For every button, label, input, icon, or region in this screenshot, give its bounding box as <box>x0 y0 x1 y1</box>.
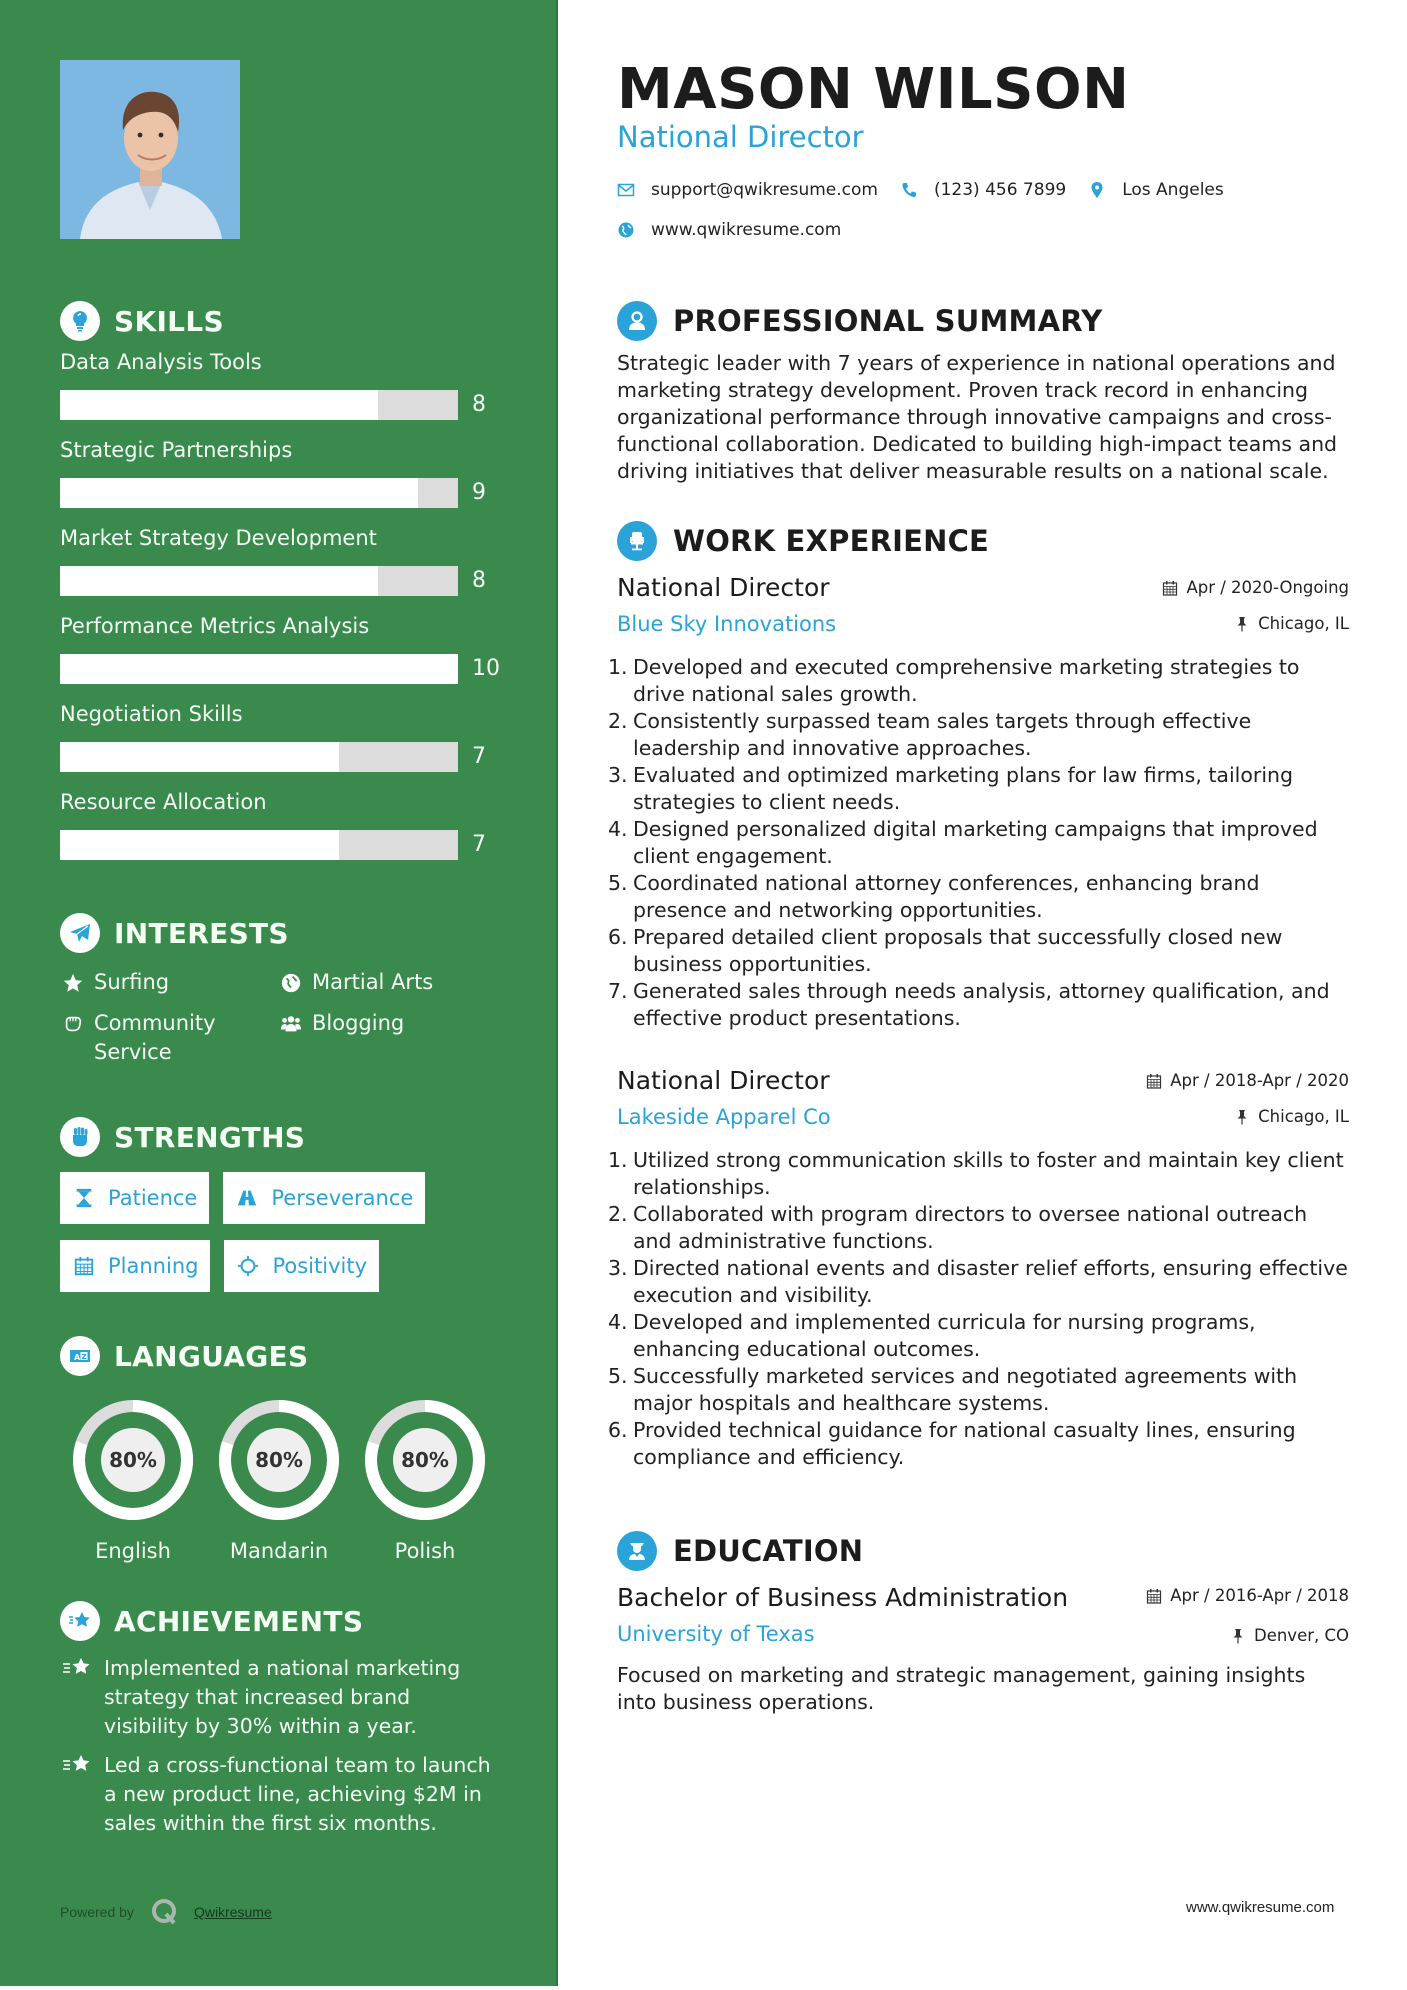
education-location-text: Denver, CO <box>1253 1626 1349 1645</box>
interest-item <box>60 1009 278 1067</box>
strengths-list <box>60 1172 520 1308</box>
pushpin-icon <box>1230 1628 1246 1644</box>
achievements-section <box>60 1600 500 1838</box>
achievement-item <box>60 1654 500 1741</box>
pushpin-icon <box>1234 616 1250 632</box>
skill-label: Performance Metrics Analysis <box>60 614 370 638</box>
sidebar <box>0 0 556 1986</box>
job-bullet: 1. Utilized strong communication skills to foster and maintain key client relationships. <box>608 1148 1344 1199</box>
skill-value: 8 <box>472 568 486 593</box>
contact-email[interactable]: support@qwikresume.com <box>651 180 878 200</box>
skill-bar-fill <box>60 566 378 596</box>
skill-bar-fill <box>60 830 339 860</box>
contact-row-website <box>617 220 863 240</box>
language-percent: 80% <box>109 1448 157 1472</box>
job-bullet: 7. Generated sales through needs analysis, attorney qualification, and effective product presentations. <box>608 979 1330 1030</box>
globe-icon <box>278 968 304 997</box>
skill-bar <box>60 390 458 420</box>
achievements-header <box>60 1600 500 1642</box>
strengths-section <box>60 1116 520 1308</box>
job-bullet: 3. Evaluated and optimized marketing plans for law firms, tailoring strategies to client needs. <box>608 763 1294 814</box>
skill-value: 7 <box>472 744 486 769</box>
star-icon <box>60 968 86 997</box>
language-item <box>206 1399 352 1563</box>
job-location <box>1234 614 1349 633</box>
summary-title: PROFESSIONAL SUMMARY <box>673 304 1103 338</box>
contact-phone[interactable]: (123) 456 7899 <box>933 180 1067 200</box>
interests-header <box>60 912 520 954</box>
map-pin-icon <box>1088 181 1106 199</box>
language-percent: 80% <box>255 1448 303 1472</box>
skill-bar-fill <box>60 390 378 420</box>
candidate-name: MASON WILSON <box>617 57 1130 122</box>
languages-title: LANGUAGES <box>114 1339 309 1373</box>
skill-item <box>60 526 520 614</box>
qwikresume-logo-icon <box>150 1897 180 1927</box>
fist-icon <box>60 1117 100 1157</box>
education-entry <box>617 1580 1349 1716</box>
interests-list <box>60 968 520 1067</box>
skill-bar <box>60 654 458 684</box>
pushpin-icon <box>1234 1109 1250 1125</box>
education-title: EDUCATION <box>673 1534 864 1568</box>
contact-location: Los Angeles <box>1122 180 1224 200</box>
strength-tag <box>223 1172 425 1224</box>
achievement-star-icon <box>60 1601 100 1641</box>
skill-item <box>60 350 520 438</box>
interest-label: Surfing <box>94 970 170 994</box>
strength-tag <box>60 1172 209 1224</box>
skill-bar-fill <box>60 654 458 684</box>
svg-text:A: A <box>74 1353 81 1362</box>
job-bullet: 1. Developed and executed comprehensive marketing strategies to drive national sales growth. <box>608 655 1300 706</box>
job-location <box>1234 1107 1349 1126</box>
education-description: Focused on marketing and strategic management, gaining insights into business operations. <box>617 1663 1306 1714</box>
language-progress-ring <box>364 1399 486 1521</box>
footer-website[interactable]: www.qwikresume.com <box>1186 1899 1335 1916</box>
skills-header <box>60 300 520 342</box>
calendar-icon <box>1162 580 1178 596</box>
sidebar-divider <box>556 0 558 1986</box>
language-progress-ring <box>72 1399 194 1521</box>
language-label: Polish <box>394 1539 456 1563</box>
education-header <box>617 1530 863 1572</box>
job-bullet: 4. Developed and implemented curricula for nursing programs, enhancing educational outcomes. <box>608 1310 1256 1361</box>
languages-section <box>60 1335 520 1563</box>
skill-bar <box>60 566 458 596</box>
skills-list <box>60 350 520 878</box>
skill-label: Data Analysis Tools <box>60 350 262 374</box>
education-location <box>1230 1626 1349 1645</box>
hand-icon <box>60 1009 86 1038</box>
job-title: National Director <box>617 573 830 602</box>
skill-bar <box>60 742 458 772</box>
job-bullet: 2. Consistently surpassed team sales targets through effective leadership and innovative approaches. <box>608 709 1252 760</box>
paper-plane-icon <box>60 913 100 953</box>
job-bullet: 6. Prepared detailed client proposals that successfully closed new business opportunities. <box>608 925 1283 976</box>
graduate-icon <box>617 1531 657 1571</box>
job-dates <box>1162 578 1349 597</box>
skill-bar-fill <box>60 478 418 508</box>
interest-item <box>278 1009 496 1067</box>
achievements-list <box>60 1654 500 1838</box>
skill-item <box>60 790 520 878</box>
skill-label: Market Strategy Development <box>60 526 377 550</box>
skill-item <box>60 438 520 526</box>
job-entry <box>608 1063 1349 1471</box>
envelope-icon <box>617 181 635 199</box>
contact-website[interactable]: www.qwikresume.com <box>651 220 842 240</box>
job-company: Lakeside Apparel Co <box>617 1105 831 1129</box>
job-bullet: 3. Directed national events and disaster relief efforts, ensuring effective execution and visibility. <box>608 1256 1348 1307</box>
profile-photo <box>60 60 240 239</box>
summary-text: Strategic leader with 7 years of experience in national operations and marketing strategy development. Proven track record in enhancing organizational performance through innovative campaigns and cross-functional collaboration. Dedicated to building high-impact teams and driving initiatives that deliver measurable results on a national scale. <box>617 351 1338 483</box>
job-title: National Director <box>617 1066 830 1095</box>
language-label: English <box>95 1539 171 1563</box>
languages-header <box>60 1335 520 1377</box>
languages-list <box>60 1399 520 1563</box>
job-dates <box>1146 1071 1349 1090</box>
job-bullets <box>608 1147 1349 1471</box>
qwikresume-link[interactable]: Qwikresume <box>193 1904 272 1920</box>
lightbulb-icon <box>60 301 100 341</box>
user-icon <box>617 301 657 341</box>
experience-title: WORK EXPERIENCE <box>673 524 990 558</box>
job-dates-text: Apr / 2020-Ongoing <box>1186 578 1349 597</box>
language-progress-ring <box>218 1399 340 1521</box>
achievements-title: ACHIEVEMENTS <box>114 1604 364 1638</box>
interest-item <box>60 968 278 997</box>
interest-label: Martial Arts <box>312 970 434 994</box>
users-icon <box>278 1009 304 1038</box>
achievement-text: Led a cross-functional team to launch a new product line, achieving $2M in sales within the first six months. <box>104 1753 491 1835</box>
job-entry <box>608 570 1349 1032</box>
calendar-icon <box>1146 1588 1162 1604</box>
interest-label: Blogging <box>312 1011 405 1035</box>
job-bullet: 2. Collaborated with program directors to oversee national outreach and administrative functions. <box>608 1202 1308 1253</box>
skill-bar-fill <box>60 742 339 772</box>
achievement-star-icon <box>60 1751 94 1781</box>
contact-row <box>617 180 1246 200</box>
interests-title: INTERESTS <box>114 916 289 950</box>
calendar-icon <box>1146 1073 1162 1089</box>
strength-tag <box>224 1240 379 1292</box>
education-dates <box>1146 1586 1349 1605</box>
sun-icon <box>236 1254 260 1278</box>
achievement-item <box>60 1751 500 1838</box>
language-item <box>352 1399 498 1563</box>
main-content <box>608 0 1349 1986</box>
skills-section <box>60 300 520 878</box>
strength-label: Positivity <box>272 1254 367 1278</box>
office-chair-icon <box>617 521 657 561</box>
job-company: Blue Sky Innovations <box>617 612 837 636</box>
road-icon <box>235 1186 259 1210</box>
summary-header <box>617 300 1102 342</box>
education-dates-text: Apr / 2016-Apr / 2018 <box>1170 1586 1349 1605</box>
translate-icon <box>60 1336 100 1376</box>
interest-item <box>278 968 496 997</box>
achievement-text: Implemented a national marketing strategy that increased brand visibility by 30% within a year. <box>104 1656 461 1738</box>
skill-value: 10 <box>472 656 500 681</box>
job-bullet: 4. Designed personalized digital marketing campaigns that improved client engagement. <box>608 817 1318 868</box>
interest-label: Community Service <box>94 1011 216 1064</box>
job-bullet: 5. Coordinated national attorney conferences, enhancing brand presence and networking opportunities. <box>608 871 1260 922</box>
language-percent: 80% <box>401 1448 449 1472</box>
strengths-header <box>60 1116 520 1158</box>
portrait-image <box>60 60 240 239</box>
achievement-star-icon <box>60 1654 94 1684</box>
phone-icon <box>900 181 918 199</box>
skill-bar <box>60 478 458 508</box>
degree: Bachelor of Business Administration <box>617 1583 1069 1612</box>
interests-section <box>60 912 520 1067</box>
skill-value: 7 <box>472 832 486 857</box>
school: University of Texas <box>617 1622 815 1646</box>
language-label: Mandarin <box>229 1539 329 1563</box>
skill-label: Negotiation Skills <box>60 702 243 726</box>
powered-by <box>60 1897 272 1927</box>
job-bullets <box>608 654 1349 1032</box>
skill-value: 9 <box>472 480 486 505</box>
strength-label: Perseverance <box>271 1186 414 1210</box>
skill-label: Resource Allocation <box>60 790 267 814</box>
strengths-title: STRENGTHS <box>114 1120 306 1154</box>
job-dates-text: Apr / 2018-Apr / 2020 <box>1170 1071 1349 1090</box>
job-bullet: 6. Provided technical guidance for national casualty lines, ensuring compliance and efficiency. <box>608 1418 1296 1469</box>
job-location-text: Chicago, IL <box>1258 1107 1349 1126</box>
skill-bar <box>60 830 458 860</box>
strength-label: Planning <box>108 1254 199 1278</box>
skills-title: SKILLS <box>114 304 224 338</box>
globe-icon <box>617 221 635 239</box>
skill-item <box>60 702 520 790</box>
job-location-text: Chicago, IL <box>1258 614 1349 633</box>
strength-label: Patience <box>108 1186 198 1210</box>
skill-item <box>60 614 520 702</box>
strength-tag <box>60 1240 210 1292</box>
candidate-title: National Director <box>617 120 864 154</box>
language-item <box>60 1399 206 1563</box>
powered-by-label: Powered by <box>60 1904 134 1920</box>
skill-label: Strategic Partnerships <box>60 438 293 462</box>
experience-header <box>617 520 989 562</box>
skill-value: 8 <box>472 392 486 417</box>
job-bullet: 5. Successfully marketed services and negotiated agreements with major hospitals and healthcare systems. <box>608 1364 1298 1415</box>
svg-text:Z: Z <box>81 1353 87 1361</box>
hourglass-icon <box>72 1186 96 1210</box>
calendar-icon <box>72 1254 96 1278</box>
